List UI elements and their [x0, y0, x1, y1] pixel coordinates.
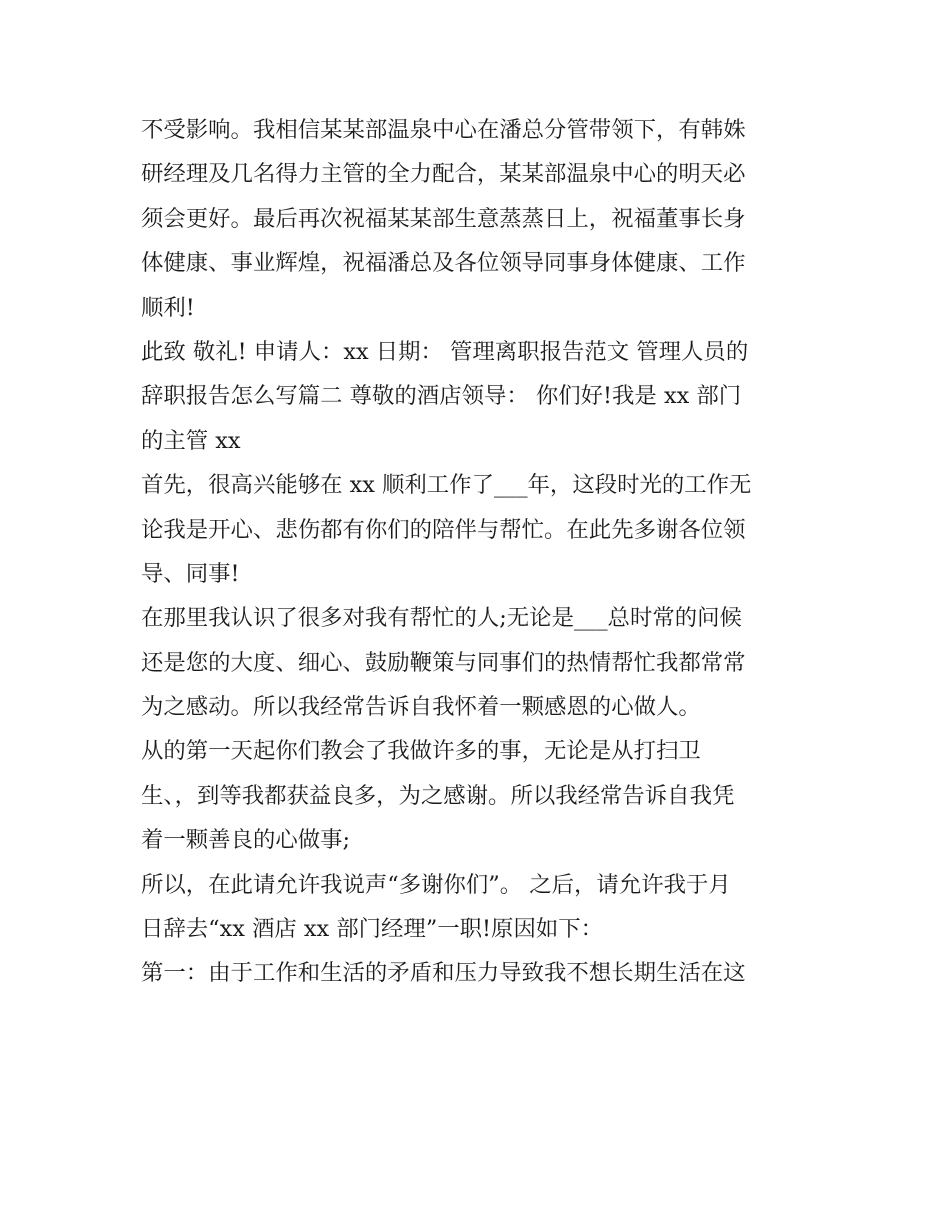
text-line: 为之感动。所以我经常告诉自我怀着一颗感恩的心做人。	[141, 694, 701, 721]
text-line: 还是您的大度、细心、鼓励鞭策与同事们的热情帮忙我都常常	[141, 649, 746, 676]
text-line: 体健康、事业辉煌，祝福潘总及各位领导同事身体健康、工作	[141, 250, 746, 277]
text-line: 研经理及几名得力主管的全力配合，某某部温泉中心的明天必	[141, 161, 746, 188]
text-line: 第一：由于工作和生活的矛盾和压力导致我不想长期生活在这	[141, 960, 746, 987]
text-line: 顺利!	[141, 294, 195, 321]
text-line: 须会更好。最后再次祝福某某部生意蒸蒸日上，祝福董事长身	[141, 205, 746, 232]
text-line: 首先，很高兴能够在 xx 顺利工作了___年，这段时光的工作无	[141, 472, 752, 499]
text-line: 导、同事!	[141, 560, 240, 587]
text-line: 论我是开心、悲伤都有你们的陪伴与帮忙。在此先多谢各位领	[141, 516, 746, 543]
text-line: 着一颗善良的心做事;	[141, 827, 351, 854]
text-line: 所以，在此请允许我说声“多谢你们”。 之后，请允许我于月	[141, 871, 731, 898]
text-line: 此致 敬礼! 申请人：xx 日期： 管理离职报告范文 管理人员的	[141, 338, 749, 365]
text-line: 从的第一天起你们教会了我做许多的事，无论是从打扫卫	[141, 738, 701, 765]
text-line: 在那里我认识了很多对我有帮忙的人;无论是___总时常的问候	[141, 605, 742, 632]
text-line: 辞职报告怎么写篇二 尊敬的酒店领导： 你们好!我是 xx 部门	[141, 383, 742, 410]
text-line: 不受影响。我相信某某部温泉中心在潘总分管带领下，有韩姝	[141, 117, 746, 143]
text-line: 生、，到等我都获益良多，为之感谢。所以我经常告诉自我凭	[141, 782, 735, 809]
text-line: 的主管 xx	[141, 427, 241, 454]
document-body	[141, 108, 821, 996]
text-line: 日辞去“xx 酒店 xx 部门经理”一职!原因如下：	[141, 916, 604, 943]
